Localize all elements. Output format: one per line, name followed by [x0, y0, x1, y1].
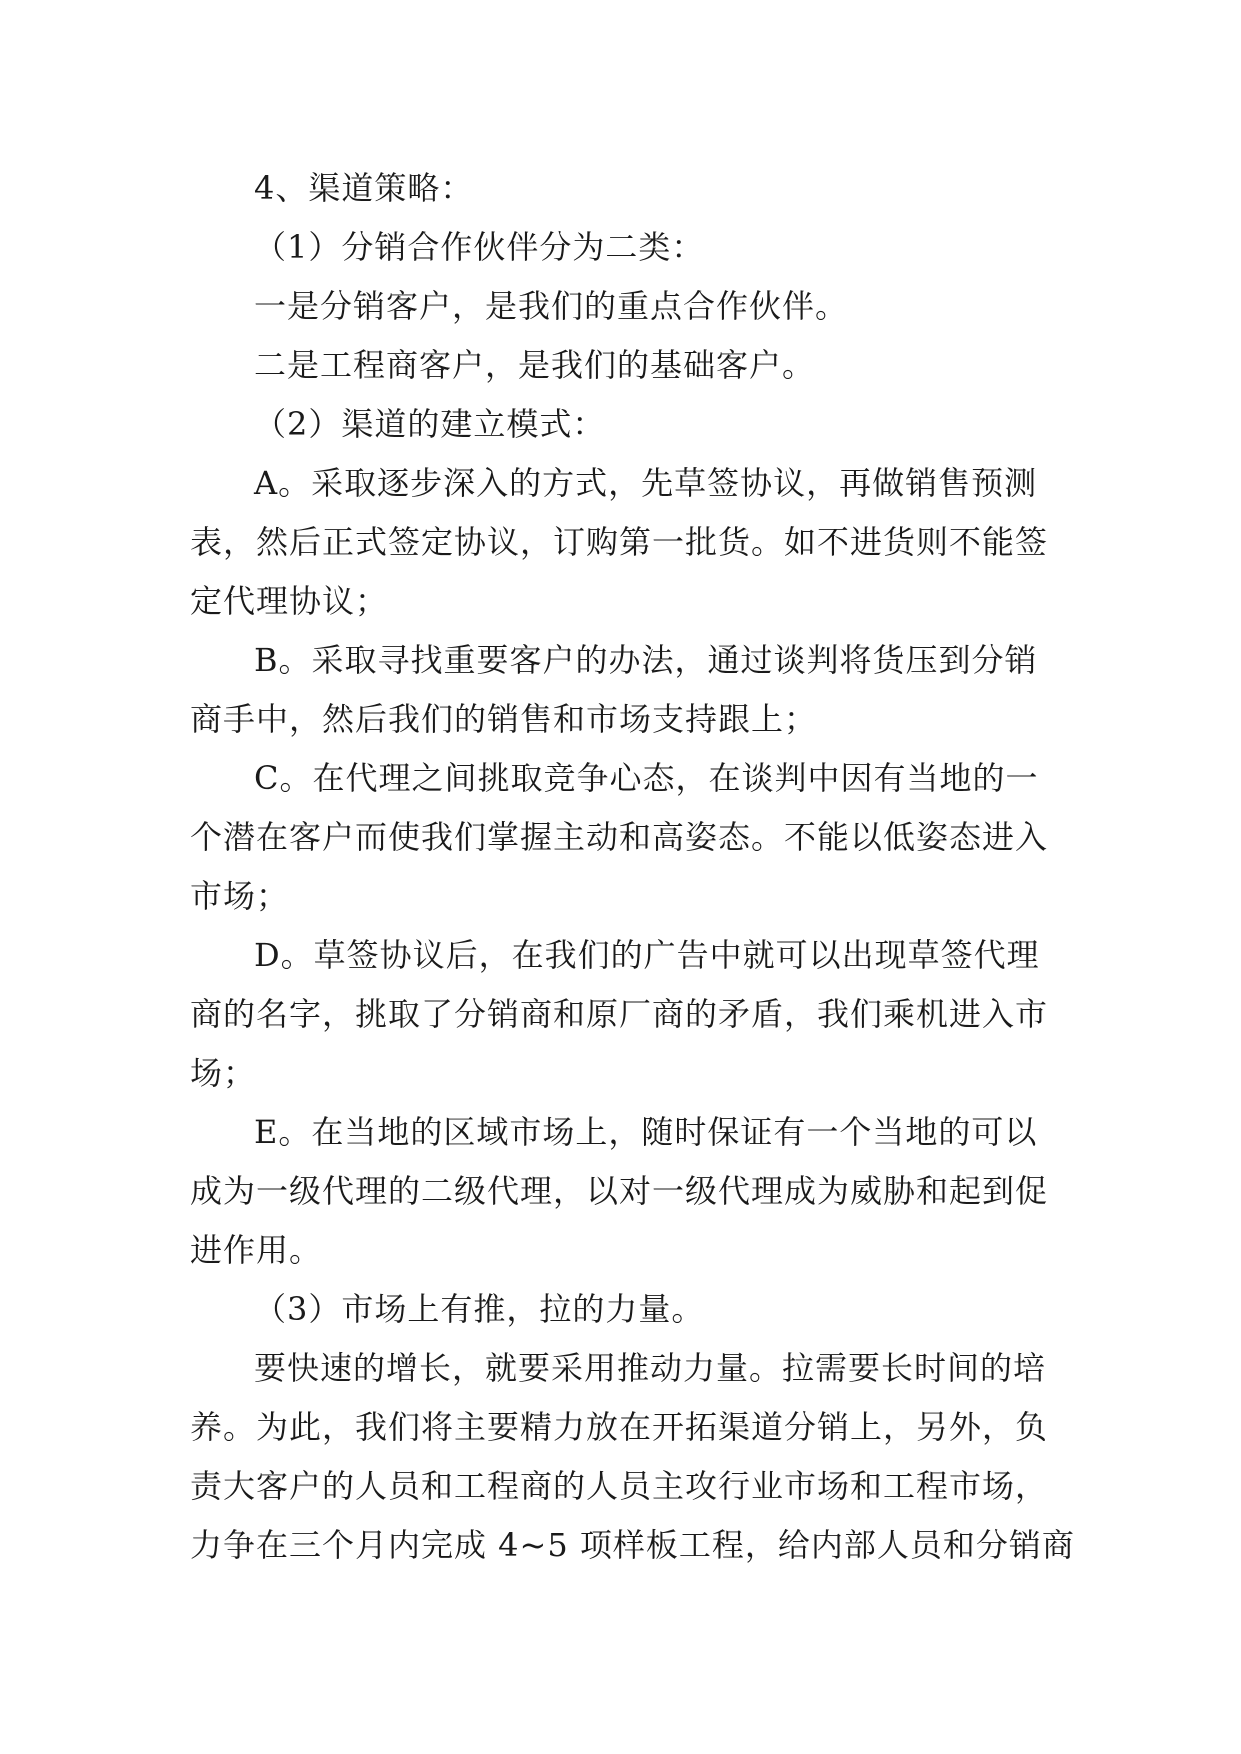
paragraph-line: 表，然后正式签定协议，订购第一批货。如不进货则不能签 [190, 523, 1049, 561]
paragraph-line: 养。为此，我们将主要精力放在开拓渠道分销上，另外，负 [190, 1408, 1049, 1446]
paragraph-line: 二是工程商客户，是我们的基础客户。 [254, 346, 816, 384]
subheading-push-pull: （3）市场上有推，拉的力量。 [254, 1290, 705, 1328]
paragraph-line: E。在当地的区域市场上，随时保证有一个当地的可以 [254, 1113, 1038, 1151]
subheading-channel-model: （2）渠道的建立模式： [254, 405, 606, 443]
paragraph-line: 市场； [190, 877, 290, 915]
paragraph-line: C。在代理之间挑取竞争心态，在谈判中因有当地的一 [254, 759, 1039, 797]
paragraph-line: B。采取寻找重要客户的办法，通过谈判将货压到分销 [254, 641, 1038, 679]
subheading-partner-types: （1）分销合作伙伴分为二类： [254, 228, 705, 266]
section-heading-channel-strategy: 4、渠道策略： [254, 169, 474, 207]
paragraph-line: 要快速的增长，就要采用推动力量。拉需要长时间的培 [254, 1349, 1047, 1387]
paragraph-line: D。草签协议后，在我们的广告中就可以出现草签代理 [254, 936, 1040, 974]
paragraph-line: A。采取逐步深入的方式，先草签协议，再做销售预测 [254, 464, 1038, 502]
paragraph-line: 定代理协议； [190, 582, 389, 620]
paragraph-line: 成为一级代理的二级代理，以对一级代理成为威胁和起到促 [190, 1172, 1049, 1210]
paragraph-line: 责大客户的人员和工程商的人员主攻行业市场和工程市场， [190, 1467, 1049, 1505]
paragraph-line: 商手中，然后我们的销售和市场支持跟上； [190, 700, 818, 738]
paragraph-line: 商的名字，挑取了分销商和原厂商的矛盾，我们乘机进入市 [190, 995, 1049, 1033]
paragraph-line: 场； [190, 1054, 257, 1092]
paragraph-line: 力争在三个月内完成 4~5 项样板工程，给内部人员和分销商 [190, 1526, 1075, 1564]
paragraph-line: 个潜在客户而使我们掌握主动和高姿态。不能以低姿态进入 [190, 818, 1049, 856]
paragraph-line: 进作用。 [190, 1231, 323, 1269]
paragraph-line: 一是分销客户，是我们的重点合作伙伴。 [254, 287, 849, 325]
